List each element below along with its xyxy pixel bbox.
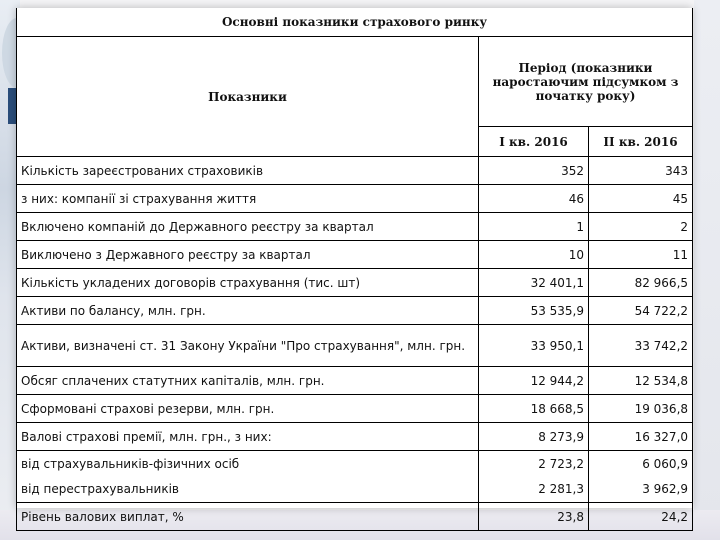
row-label: Кількість укладених договорів страхування (тис. шт) (17, 269, 479, 297)
row-value-q1: 352 (479, 157, 589, 185)
insurance-market-table (16, 8, 693, 531)
slide-background-right (694, 0, 720, 540)
table-row (17, 367, 693, 395)
row-value-q2: 2 (589, 213, 693, 241)
table-row (17, 213, 693, 241)
row-label: з них: компанії зі страхування життя (17, 185, 479, 213)
row-value-q1: 53 535,9 (479, 297, 589, 325)
row-value-q1: 33 950,1 (479, 325, 589, 367)
table-row (17, 241, 693, 269)
table-row (17, 269, 693, 297)
row-value-q2: 3 962,9 (589, 477, 693, 503)
header-indicator: Показники (17, 37, 479, 157)
row-value-q1: 32 401,1 (479, 269, 589, 297)
row-value-q2: 82 966,5 (589, 269, 693, 297)
row-value-q2: 16 327,0 (589, 423, 693, 451)
table-row (17, 185, 693, 213)
row-value-q2: 33 742,2 (589, 325, 693, 367)
table-row (17, 451, 693, 477)
row-value-q2: 6 060,9 (589, 451, 693, 477)
row-value-q2: 343 (589, 157, 693, 185)
row-label: Включено компаній до Державного реєстру за квартал (17, 213, 479, 241)
table-row (17, 395, 693, 423)
row-label: Рівень валових виплат, % (17, 503, 479, 531)
header-q2: ІІ кв. 2016 (589, 127, 693, 157)
table-row (17, 503, 693, 531)
row-label: Виключено з Державного реєстру за квартал (17, 241, 479, 269)
row-value-q2: 12 534,8 (589, 367, 693, 395)
row-label: Валові страхові премії, млн. грн., з них: (17, 423, 479, 451)
row-label: від перестрахувальників (17, 477, 479, 503)
row-value-q1: 18 668,5 (479, 395, 589, 423)
header-q1: І кв. 2016 (479, 127, 589, 157)
row-value-q1: 12 944,2 (479, 367, 589, 395)
row-value-q1: 23,8 (479, 503, 589, 531)
table-row (17, 297, 693, 325)
row-value-q2: 19 036,8 (589, 395, 693, 423)
header-row (17, 37, 693, 127)
header-period: Період (показники наростаючим підсумком з початку року) (479, 37, 693, 127)
row-label: Обсяг сплачених статутних капіталів, млн. грн. (17, 367, 479, 395)
table-row (17, 157, 693, 185)
row-value-q1: 10 (479, 241, 589, 269)
row-value-q2: 11 (589, 241, 693, 269)
table-sheet (16, 8, 692, 524)
row-label: Кількість зареєстрованих страховиків (17, 157, 479, 185)
row-label: Активи, визначені ст. 31 Закону України "Про страхування", млн. грн. (17, 325, 479, 367)
table-row (17, 325, 693, 367)
row-value-q1: 1 (479, 213, 589, 241)
row-value-q1: 2 723,2 (479, 451, 589, 477)
table-row (17, 423, 693, 451)
row-value-q2: 45 (589, 185, 693, 213)
row-label: від страхувальників-фізичних осіб (17, 451, 479, 477)
title-row (17, 8, 693, 37)
row-value-q2: 54 722,2 (589, 297, 693, 325)
row-label: Сформовані страхові резерви, млн. грн. (17, 395, 479, 423)
table-title: Основні показники страхового ринку (17, 8, 693, 37)
table-row (17, 477, 693, 503)
row-value-q2: 24,2 (589, 503, 693, 531)
row-label: Активи по балансу, млн. грн. (17, 297, 479, 325)
row-value-q1: 2 281,3 (479, 477, 589, 503)
row-value-q1: 46 (479, 185, 589, 213)
row-value-q1: 8 273,9 (479, 423, 589, 451)
